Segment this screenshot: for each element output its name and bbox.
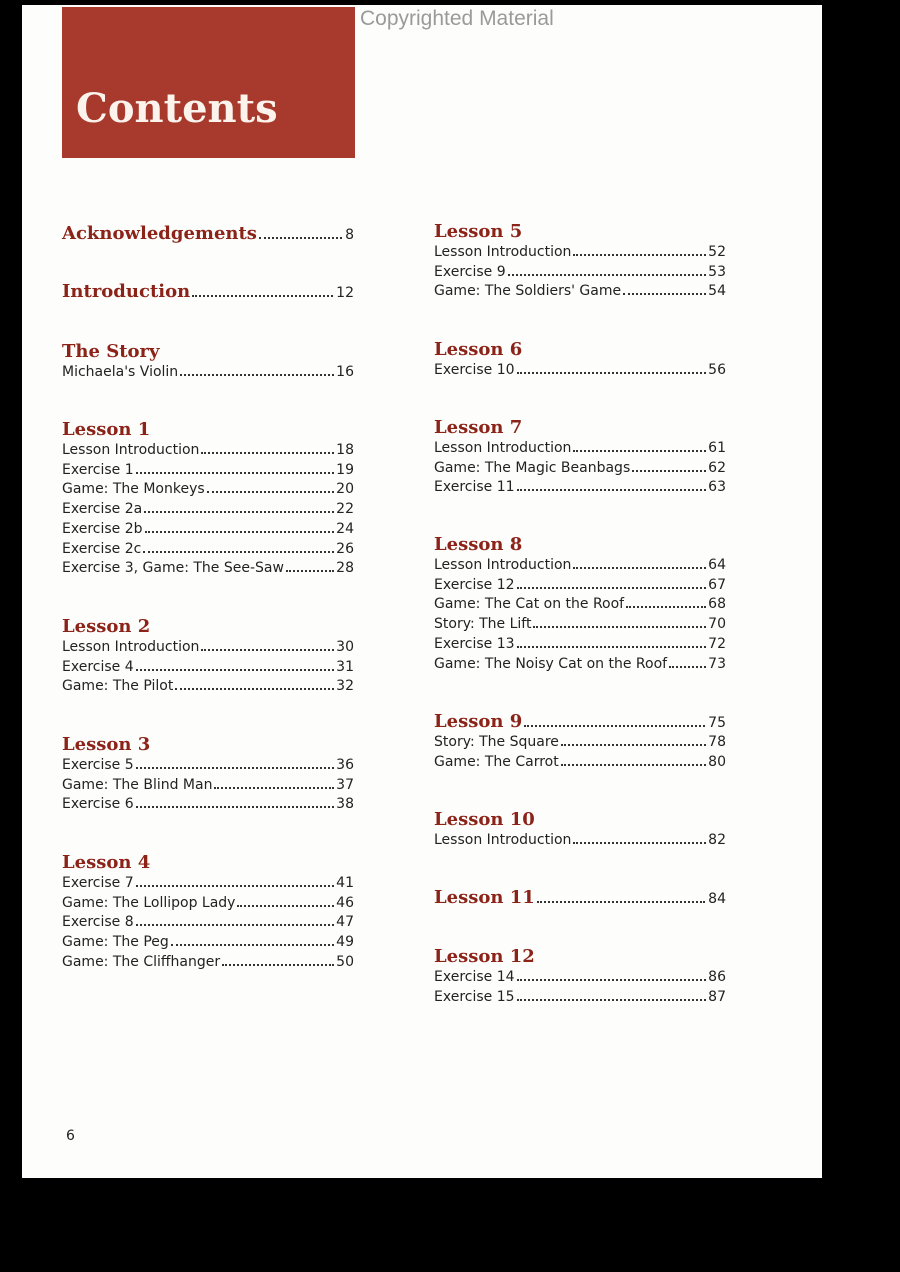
toc-entry-page: 28: [336, 560, 354, 577]
dot-leader: [517, 999, 707, 1001]
toc-entry-page: 36: [336, 757, 354, 773]
toc-entry[interactable]: [434, 576, 726, 596]
toc-entry-title: Exercise 9: [434, 263, 506, 280]
section-heading-row[interactable]: [62, 734, 354, 756]
toc-entry-page: 64: [708, 557, 726, 573]
section-page-number: 84: [708, 891, 726, 907]
dot-leader: [201, 649, 334, 651]
dot-leader: [508, 274, 707, 276]
dot-leader: [136, 472, 335, 474]
toc-entry-title: Exercise 13: [434, 635, 515, 652]
section-heading-row[interactable]: [434, 417, 726, 439]
toc-section-the-story: [62, 341, 354, 383]
toc-entry-page: 87: [708, 988, 726, 1005]
toc-entry-page: 24: [336, 520, 354, 537]
toc-entry-title: Game: The Carrot: [434, 753, 559, 770]
toc-entry-title: Game: The Pilot: [62, 678, 174, 695]
book-page: [22, 5, 822, 1178]
toc-entry-title: Exercise 2a: [62, 501, 143, 518]
section-heading: Lesson 7: [434, 417, 523, 438]
dot-leader: [626, 606, 706, 608]
toc-entry-page: 53: [708, 263, 726, 280]
dot-leader: [201, 452, 334, 454]
section-heading: The Story: [62, 341, 160, 362]
dot-leader: [573, 254, 706, 256]
toc-entry[interactable]: [434, 263, 726, 283]
toc-entry-page: 62: [708, 459, 726, 476]
dot-leader: [669, 666, 706, 668]
dot-leader: [237, 905, 334, 907]
dot-leader: [533, 626, 706, 628]
toc-entry-title: Game: The Peg: [62, 934, 169, 951]
toc-entry-page: 19: [336, 461, 354, 478]
contents-banner: [62, 7, 355, 158]
toc-entry[interactable]: [434, 615, 726, 635]
toc-entry-title: Lesson Introduction: [434, 440, 572, 456]
dot-leader: [517, 979, 707, 981]
toc-entry-page: 46: [336, 894, 354, 911]
dot-leader: [136, 924, 335, 926]
section-heading-row[interactable]: [434, 339, 726, 361]
toc-entry-title: Game: The Noisy Cat on the Roof: [434, 655, 668, 672]
dot-leader: [180, 374, 334, 376]
toc-entry-title: Exercise 14: [434, 969, 515, 985]
section-heading: Lesson 11: [434, 887, 535, 908]
dot-leader: [573, 567, 706, 569]
toc-entry[interactable]: [434, 478, 726, 498]
toc-entry[interactable]: [62, 933, 354, 953]
toc-entry-title: Exercise 4: [62, 658, 134, 675]
toc-entry-page: 20: [336, 481, 354, 498]
toc-entry-page: 70: [708, 616, 726, 633]
toc-section-lesson-9: [434, 711, 726, 772]
dot-leader: [286, 570, 334, 572]
toc-section-lesson-11: [434, 887, 726, 909]
dot-leader: [222, 964, 334, 966]
toc-entry-title: Game: The Cliffhanger: [62, 953, 221, 970]
section-heading: Introduction: [62, 281, 191, 302]
toc-entry-page: 61: [708, 440, 726, 456]
dot-leader: [517, 372, 707, 374]
toc-entry[interactable]: [62, 756, 354, 776]
dot-leader: [145, 531, 335, 533]
section-heading: Lesson 6: [434, 339, 523, 360]
toc-entry-page: 49: [336, 934, 354, 951]
toc-entry[interactable]: [62, 894, 354, 914]
toc-section-lesson-8: [434, 534, 726, 674]
dot-leader: [524, 725, 705, 727]
dot-leader: [207, 491, 335, 493]
toc-entry[interactable]: [434, 243, 726, 263]
toc-entry[interactable]: [434, 361, 726, 381]
toc-entry-title: Exercise 1: [62, 461, 134, 478]
toc-entry-title: Lesson Introduction: [434, 557, 572, 573]
toc-entry[interactable]: [62, 776, 354, 796]
toc-entry-page: 38: [336, 796, 354, 813]
toc-entry[interactable]: [62, 677, 354, 697]
section-heading: Lesson 8: [434, 534, 523, 555]
dot-leader: [214, 787, 334, 789]
dot-leader: [143, 551, 334, 553]
toc-entry-title: Exercise 10: [434, 362, 515, 378]
toc-entry[interactable]: [62, 913, 354, 933]
dot-leader: [175, 688, 334, 690]
toc-entry[interactable]: [434, 459, 726, 479]
page-title: Contents: [76, 85, 278, 132]
toc-entry[interactable]: [434, 282, 726, 302]
toc-entry[interactable]: [62, 480, 354, 500]
section-heading-row[interactable]: [434, 946, 726, 968]
toc-entry-title: Exercise 2b: [62, 520, 143, 537]
dot-leader: [537, 901, 705, 903]
section-heading-row[interactable]: [434, 221, 726, 243]
toc-entry-page: 78: [708, 734, 726, 750]
toc-entry[interactable]: [434, 968, 726, 988]
toc-entry-page: 26: [336, 540, 354, 557]
toc-section-lesson-4: [62, 852, 354, 973]
toc-entry-page: 68: [708, 596, 726, 613]
dot-leader: [171, 944, 334, 946]
toc-entry-page: 18: [336, 442, 354, 458]
dot-leader: [623, 293, 706, 295]
section-heading: Lesson 3: [62, 734, 151, 755]
toc-entry-page: 31: [336, 658, 354, 675]
toc-entry-title: Game: The Monkeys: [62, 481, 205, 498]
toc-entry-title: Game: The Blind Man: [62, 776, 213, 793]
toc-entry-title: Lesson Introduction: [434, 244, 572, 260]
section-heading-row[interactable]: [434, 809, 726, 831]
toc-section-lesson-3: [62, 734, 354, 815]
toc-section-lesson-10: [434, 809, 726, 851]
section-heading: Lesson 4: [62, 852, 151, 873]
toc-entry-page: 80: [708, 753, 726, 770]
toc-entry-page: 30: [336, 639, 354, 655]
toc-entry[interactable]: [62, 638, 354, 658]
toc-entry-title: Michaela's Violin: [62, 364, 179, 380]
dot-leader: [259, 237, 342, 239]
toc-entry-title: Story: The Square: [434, 734, 559, 750]
toc-entry-title: Story: The Lift: [434, 616, 532, 633]
dot-leader: [517, 646, 707, 648]
toc-entry-page: 37: [336, 776, 354, 793]
dot-leader: [561, 744, 706, 746]
toc-entry-page: 86: [708, 969, 726, 985]
section-heading: Lesson 12: [434, 946, 535, 967]
toc-entry-title: Game: The Cat on the Roof: [434, 596, 625, 613]
section-heading-row[interactable]: [434, 534, 726, 556]
dot-leader: [136, 767, 335, 769]
toc-entry-page: 72: [708, 635, 726, 652]
toc-entry[interactable]: [434, 556, 726, 576]
toc-section-lesson-5: [434, 221, 726, 302]
dot-leader: [517, 489, 707, 491]
toc-entry-page: 73: [708, 655, 726, 672]
toc-entry[interactable]: [434, 655, 726, 675]
toc-entry-page: 22: [336, 501, 354, 518]
section-page-number: 8: [345, 227, 354, 243]
dot-leader: [136, 806, 335, 808]
toc-entry-title: Exercise 7: [62, 875, 134, 891]
toc-section-lesson-2: [62, 616, 354, 697]
section-heading: Lesson 2: [62, 616, 151, 637]
section-heading-row[interactable]: [434, 887, 726, 909]
toc-section-introduction: [62, 281, 354, 303]
toc-entry[interactable]: [434, 831, 726, 851]
toc-entry-title: Lesson Introduction: [62, 639, 200, 655]
toc-entry[interactable]: [434, 733, 726, 753]
toc-entry-page: 50: [336, 953, 354, 970]
toc-entry[interactable]: [434, 635, 726, 655]
section-heading: Lesson 5: [434, 221, 523, 242]
dot-leader: [136, 669, 335, 671]
toc-entry-page: 16: [336, 364, 354, 380]
toc-entry-title: Exercise 3, Game: The See-Saw: [62, 560, 284, 577]
section-heading: Lesson 9: [434, 711, 523, 732]
toc-section-lesson-6: [434, 339, 726, 381]
section-heading-row[interactable]: [434, 711, 726, 733]
dot-leader: [561, 764, 706, 766]
dot-leader: [517, 587, 707, 589]
page-number: 6: [66, 1128, 75, 1144]
toc-entry[interactable]: [62, 461, 354, 481]
toc-entry-title: Exercise 11: [434, 479, 515, 496]
section-heading: Lesson 1: [62, 419, 151, 440]
dot-leader: [573, 450, 706, 452]
toc-entry-page: 47: [336, 914, 354, 931]
toc-entry[interactable]: [434, 753, 726, 773]
dot-leader: [573, 842, 706, 844]
dot-leader: [632, 470, 706, 472]
toc-entry-title: Lesson Introduction: [62, 442, 200, 458]
toc-entry-title: Lesson Introduction: [434, 832, 572, 848]
toc-entry[interactable]: [62, 363, 354, 383]
section-heading: Lesson 10: [434, 809, 535, 830]
toc-section-lesson-1: [62, 419, 354, 579]
toc-section-lesson-7: [434, 417, 726, 498]
toc-entry[interactable]: [62, 795, 354, 815]
section-heading-row[interactable]: [62, 419, 354, 441]
toc-entry-title: Exercise 2c: [62, 540, 142, 557]
toc-entry-title: Exercise 15: [434, 988, 515, 1005]
section-heading-row[interactable]: [62, 852, 354, 874]
toc-entry[interactable]: [62, 559, 354, 579]
toc-entry[interactable]: [62, 874, 354, 894]
toc-entry-page: 56: [708, 362, 726, 378]
toc-entry-page: 67: [708, 576, 726, 593]
toc-section-lesson-12: [434, 946, 726, 1007]
toc-entry-title: Exercise 6: [62, 796, 134, 813]
dot-leader: [144, 511, 334, 513]
toc-entry[interactable]: [62, 520, 354, 540]
toc-entry[interactable]: [434, 988, 726, 1008]
toc-entry-page: 41: [336, 875, 354, 891]
toc-entry[interactable]: [434, 595, 726, 615]
toc-entry-page: 54: [708, 283, 726, 300]
section-heading-row[interactable]: [62, 223, 354, 245]
toc-entry[interactable]: [434, 439, 726, 459]
toc-entry-title: Game: The Magic Beanbags: [434, 459, 631, 476]
section-heading-row[interactable]: [62, 616, 354, 638]
dot-leader: [192, 295, 333, 297]
dot-leader: [136, 885, 335, 887]
toc-entry[interactable]: [62, 500, 354, 520]
watermark: Copyrighted Material: [360, 7, 554, 30]
section-heading-row[interactable]: [62, 341, 354, 363]
toc-entry-title: Game: The Soldiers' Game: [434, 283, 622, 300]
section-heading: Acknowledgements: [62, 223, 257, 244]
toc-entry-page: 63: [708, 479, 726, 496]
toc-entry-title: Exercise 12: [434, 576, 515, 593]
toc-entry-title: Game: The Lollipop Lady: [62, 894, 236, 911]
section-page-number: 12: [336, 285, 354, 301]
toc-entry[interactable]: [62, 441, 354, 461]
section-heading-row[interactable]: [62, 281, 354, 303]
toc-entry-title: Exercise 8: [62, 914, 134, 931]
toc-entry-page: 82: [708, 832, 726, 848]
section-page-number: 75: [708, 715, 726, 731]
toc-section-acknowledgements: [62, 223, 354, 245]
toc-entry-title: Exercise 5: [62, 757, 134, 773]
toc-entry[interactable]: [62, 540, 354, 560]
toc-entry[interactable]: [62, 953, 354, 973]
toc-entry[interactable]: [62, 658, 354, 678]
toc-entry-page: 32: [336, 678, 354, 695]
toc-entry-page: 52: [708, 244, 726, 260]
